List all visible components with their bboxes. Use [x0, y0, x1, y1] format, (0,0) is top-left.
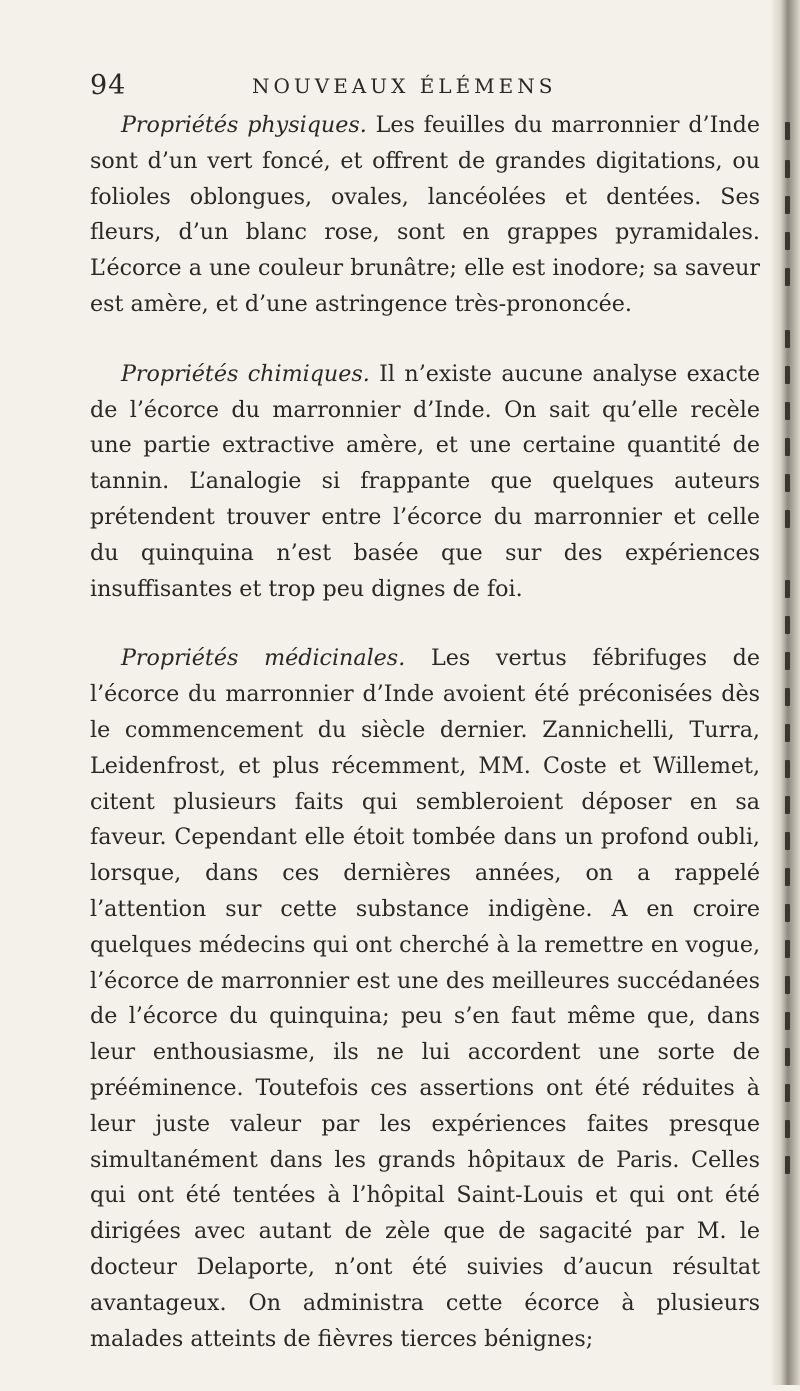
paragraph-text: Il n’existe aucune analyse exacte de l’écorce du marronnier d’Inde. On sait qu’elle recèle une partie extractive amère, et une certaine quantité de tannin. L’analogie si frappante que quelques auteurs prétendent trouver entre l’écorce du marronnier et celle du quinquina n’est basée que sur des expériences insuffisantes et trop peu dignes de foi.: [90, 360, 760, 602]
adjacent-page-edge: [770, 0, 800, 1385]
bleed-through-mark: [785, 724, 790, 742]
bleed-through-mark: [785, 330, 790, 348]
bleed-through-mark: [785, 232, 790, 250]
bleed-through-mark: [785, 904, 790, 922]
bleed-through-mark: [785, 760, 790, 778]
bleed-through-mark: [785, 510, 790, 528]
rubric-chemical-properties: Propriétés chimiques.: [121, 360, 370, 387]
bleed-through-mark: [785, 402, 790, 420]
bleed-through-mark: [785, 268, 790, 286]
bleed-through-mark: [785, 796, 790, 814]
bleed-through-mark: [785, 122, 790, 140]
running-head: NOUVEAUX ÉLÉMENS: [252, 74, 557, 98]
bleed-through-mark: [785, 616, 790, 634]
bleed-through-mark: [785, 580, 790, 598]
bleed-through-mark: [785, 196, 790, 214]
bleed-through-mark: [785, 474, 790, 492]
bleed-through-mark: [785, 688, 790, 706]
bleed-through-mark: [785, 652, 790, 670]
paragraph-text: Les vertus fébrifuges de l’écorce du marronnier d’Inde avoient été préconisées dès le commencement du siècle dernier. Zannichelli, Turra, Leidenfrost, et plus récemment, MM. Coste et Willemet, citent plusieurs faits qui sembleroient déposer en sa faveur. Cependant elle étoit tombée dans un profond oubli, lorsque, dans ces dernières années, on a rappelé l’attention sur cette substance indigène. A en croire quelques médecins qui ont cherché à la remettre en vogue, l’écorce de marronnier est une des meilleures succédanées de l’écorce du quinquina; peu s’en faut même que, dans leur enthousiasme, ils ne lui accordent une sorte de prééminence. Toutefois ces assertions ont été réduites à leur juste valeur par les expériences faites presque simultanément dans les grands hôpitaux de Paris. Celles qui ont été tentées à l’hôpital Saint-Louis et qui ont été dirigées avec autant de zèle que de sagacité par M. le docteur Delaporte, n’ont été suivies d’aucun résultat avantageux. On administra cette écorce à plusieurs malades atteints de fièvres tierces bénignes;: [90, 645, 760, 1352]
page-number: 94: [90, 70, 127, 101]
bleed-through-mark: [785, 832, 790, 850]
bleed-through-mark: [785, 438, 790, 456]
bleed-through-mark: [785, 1084, 790, 1102]
bleed-through-mark: [785, 160, 790, 178]
bleed-through-mark: [785, 976, 790, 994]
bleed-through-mark: [785, 1048, 790, 1066]
bleed-through-mark: [785, 1156, 790, 1174]
paragraph-physical-properties: [90, 108, 760, 323]
bleed-through-mark: [785, 868, 790, 886]
bleed-through-mark: [785, 1120, 790, 1138]
rubric-physical-properties: Propriétés physiques.: [121, 112, 367, 138]
paragraph-medicinal-properties: [90, 641, 760, 1357]
rubric-medicinal-properties: Propriétés médicinales.: [121, 645, 406, 672]
paragraph-text: Les feuilles du marronnier d’Inde sont d’un vert foncé, et offrent de grandes digitations, ou folioles oblongues, ovales, lancéolées et dentées. Ses fleurs, d’un blanc rose, sont en grappes pyramidales. L’écorce a une couleur brunâtre; elle est inodore; sa saveur est amère, et d’une astringence très-prononcée.: [90, 112, 760, 317]
text-column: [90, 108, 760, 1391]
paragraph-chemical-properties: [90, 357, 760, 608]
bleed-through-mark: [785, 1012, 790, 1030]
bleed-through-mark: [785, 366, 790, 384]
page-header: [90, 66, 690, 106]
bleed-through-mark: [785, 940, 790, 958]
